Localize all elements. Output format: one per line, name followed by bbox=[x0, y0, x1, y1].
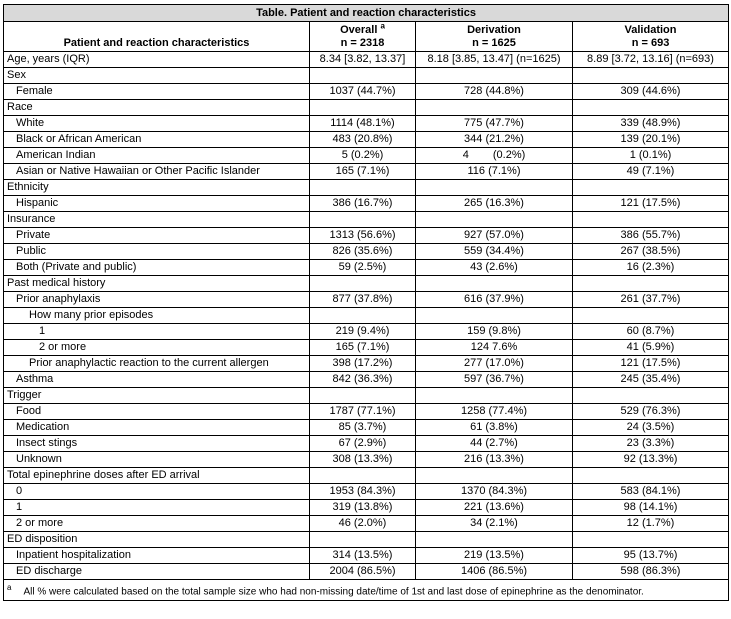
empty-cell bbox=[573, 532, 729, 548]
cell-overall: 59 (2.5%) bbox=[310, 260, 416, 276]
cell-overall: 165 (7.1%) bbox=[310, 340, 416, 356]
cell-validation: 245 (35.4%) bbox=[573, 372, 729, 388]
characteristics-table-wrapper bbox=[3, 4, 728, 601]
row-label: American Indian bbox=[4, 148, 310, 164]
cell-derivation: 559 (34.4%) bbox=[416, 244, 573, 260]
empty-cell bbox=[416, 212, 573, 228]
empty-cell bbox=[573, 68, 729, 84]
table-row bbox=[4, 516, 729, 532]
header-overall-n: n = 2318 bbox=[340, 37, 385, 49]
empty-cell bbox=[573, 308, 729, 324]
table-title-row bbox=[4, 5, 729, 22]
cell-derivation: 43 (2.6%) bbox=[416, 260, 573, 276]
cell-overall: 1787 (77.1%) bbox=[310, 404, 416, 420]
cell-derivation: 927 (57.0%) bbox=[416, 228, 573, 244]
cell-overall: 1313 (56.6%) bbox=[310, 228, 416, 244]
cell-validation: 267 (38.5%) bbox=[573, 244, 729, 260]
table-title: Table. Patient and reaction characteristics bbox=[4, 5, 729, 22]
cell-derivation: 116 (7.1%) bbox=[416, 164, 573, 180]
empty-cell bbox=[310, 388, 416, 404]
cell-validation: 60 (8.7%) bbox=[573, 324, 729, 340]
row-label: Female bbox=[4, 84, 310, 100]
row-label: Age, years (IQR) bbox=[4, 52, 310, 68]
row-label: Both (Private and public) bbox=[4, 260, 310, 276]
section-row bbox=[4, 468, 729, 484]
row-label: Inpatient hospitalization bbox=[4, 548, 310, 564]
empty-cell bbox=[573, 276, 729, 292]
section-row bbox=[4, 532, 729, 548]
footnote bbox=[4, 580, 729, 601]
cell-derivation-percent: (0.2%) bbox=[492, 149, 526, 161]
cell-overall: 842 (36.3%) bbox=[310, 372, 416, 388]
row-label: Hispanic bbox=[4, 196, 310, 212]
cell-validation: 121 (17.5%) bbox=[573, 196, 729, 212]
row-label: Insect stings bbox=[4, 436, 310, 452]
cell-derivation: 124 7.6% bbox=[416, 340, 573, 356]
section-label: Trigger bbox=[4, 388, 310, 404]
cell-validation: 598 (86.3%) bbox=[573, 564, 729, 580]
footnote-row bbox=[4, 580, 729, 601]
cell-overall: 1953 (84.3%) bbox=[310, 484, 416, 500]
cell-overall: 826 (35.6%) bbox=[310, 244, 416, 260]
row-label: Prior anaphylactic reaction to the current allergen bbox=[4, 356, 310, 372]
cell-validation: 339 (48.9%) bbox=[573, 116, 729, 132]
empty-cell bbox=[310, 100, 416, 116]
cell-overall: 46 (2.0%) bbox=[310, 516, 416, 532]
section-row bbox=[4, 388, 729, 404]
table-row bbox=[4, 132, 729, 148]
table-row bbox=[4, 260, 729, 276]
empty-cell bbox=[310, 468, 416, 484]
cell-validation: 386 (55.7%) bbox=[573, 228, 729, 244]
cell-overall: 5 (0.2%) bbox=[310, 148, 416, 164]
cell-validation: 1 (0.1%) bbox=[573, 148, 729, 164]
cell-derivation: 34 (2.1%) bbox=[416, 516, 573, 532]
empty-cell bbox=[573, 100, 729, 116]
cell-validation: 98 (14.1%) bbox=[573, 500, 729, 516]
cell-derivation: 277 (17.0%) bbox=[416, 356, 573, 372]
characteristics-table bbox=[3, 4, 729, 601]
row-label: Food bbox=[4, 404, 310, 420]
section-label: Ethnicity bbox=[4, 180, 310, 196]
empty-cell bbox=[310, 532, 416, 548]
cell-overall: 386 (16.7%) bbox=[310, 196, 416, 212]
cell-derivation: 265 (16.3%) bbox=[416, 196, 573, 212]
header-derivation-name: Derivation bbox=[467, 24, 521, 36]
table-row bbox=[4, 228, 729, 244]
cell-validation: 261 (37.7%) bbox=[573, 292, 729, 308]
cell-overall: 165 (7.1%) bbox=[310, 164, 416, 180]
empty-cell bbox=[310, 276, 416, 292]
cell-derivation: 159 (9.8%) bbox=[416, 324, 573, 340]
cell-overall: 85 (3.7%) bbox=[310, 420, 416, 436]
section-label: Insurance bbox=[4, 212, 310, 228]
section-row bbox=[4, 212, 729, 228]
table-row bbox=[4, 340, 729, 356]
cell-validation: 49 (7.1%) bbox=[573, 164, 729, 180]
row-label: 2 or more bbox=[4, 340, 310, 356]
cell-derivation: 216 (13.3%) bbox=[416, 452, 573, 468]
row-label: 1 bbox=[4, 500, 310, 516]
cell-derivation: 728 (44.8%) bbox=[416, 84, 573, 100]
empty-cell bbox=[310, 212, 416, 228]
header-validation-n: n = 693 bbox=[631, 37, 670, 49]
empty-cell bbox=[416, 388, 573, 404]
cell-overall: 483 (20.8%) bbox=[310, 132, 416, 148]
cell-overall: 314 (13.5%) bbox=[310, 548, 416, 564]
table-row bbox=[4, 52, 729, 68]
section-label: ED disposition bbox=[4, 532, 310, 548]
header-row-label: Patient and reaction characteristics bbox=[4, 22, 310, 52]
cell-overall: 308 (13.3%) bbox=[310, 452, 416, 468]
section-row bbox=[4, 68, 729, 84]
table-row bbox=[4, 452, 729, 468]
empty-cell bbox=[416, 532, 573, 548]
section-label: Total epinephrine doses after ED arrival bbox=[4, 468, 310, 484]
cell-derivation: 44 (2.7%) bbox=[416, 436, 573, 452]
cell-validation: 583 (84.1%) bbox=[573, 484, 729, 500]
empty-cell bbox=[573, 180, 729, 196]
row-label: Public bbox=[4, 244, 310, 260]
row-label: Black or African American bbox=[4, 132, 310, 148]
section-row bbox=[4, 100, 729, 116]
header-validation-name: Validation bbox=[624, 24, 677, 36]
row-label: ED discharge bbox=[4, 564, 310, 580]
header-derivation bbox=[416, 22, 573, 52]
row-label: Private bbox=[4, 228, 310, 244]
cell-validation: 12 (1.7%) bbox=[573, 516, 729, 532]
cell-derivation bbox=[416, 148, 573, 164]
cell-derivation: 219 (13.5%) bbox=[416, 548, 573, 564]
table-row bbox=[4, 356, 729, 372]
cell-validation: 41 (5.9%) bbox=[573, 340, 729, 356]
header-validation bbox=[573, 22, 729, 52]
cell-overall: 319 (13.8%) bbox=[310, 500, 416, 516]
table-row bbox=[4, 164, 729, 180]
cell-validation: 92 (13.3%) bbox=[573, 452, 729, 468]
subsection-label: How many prior episodes bbox=[4, 308, 310, 324]
row-label: Asian or Native Hawaiian or Other Pacific Islander bbox=[4, 164, 310, 180]
table-row bbox=[4, 324, 729, 340]
row-label: Prior anaphylaxis bbox=[4, 292, 310, 308]
header-derivation-n: n = 1625 bbox=[472, 37, 516, 49]
cell-derivation-count: 4 bbox=[462, 149, 469, 161]
row-label: Medication bbox=[4, 420, 310, 436]
cell-overall: 1114 (48.1%) bbox=[310, 116, 416, 132]
cell-overall: 67 (2.9%) bbox=[310, 436, 416, 452]
cell-validation: 309 (44.6%) bbox=[573, 84, 729, 100]
empty-cell bbox=[310, 180, 416, 196]
empty-cell bbox=[416, 308, 573, 324]
cell-derivation: 616 (37.9%) bbox=[416, 292, 573, 308]
table-row bbox=[4, 84, 729, 100]
cell-validation: 24 (3.5%) bbox=[573, 420, 729, 436]
cell-overall: 219 (9.4%) bbox=[310, 324, 416, 340]
empty-cell bbox=[416, 68, 573, 84]
footnote-text: All % were calculated based on the total sample size who had non-missing date/time of 1st and last dose of epinephrine as the denominator. bbox=[23, 586, 644, 598]
table-row bbox=[4, 548, 729, 564]
cell-validation: 139 (20.1%) bbox=[573, 132, 729, 148]
footnote-marker: a bbox=[7, 583, 12, 592]
section-row bbox=[4, 180, 729, 196]
table-row bbox=[4, 372, 729, 388]
cell-derivation: 221 (13.6%) bbox=[416, 500, 573, 516]
cell-overall: 2004 (86.5%) bbox=[310, 564, 416, 580]
cell-validation: 529 (76.3%) bbox=[573, 404, 729, 420]
table-row bbox=[4, 116, 729, 132]
row-label: Asthma bbox=[4, 372, 310, 388]
empty-cell bbox=[416, 100, 573, 116]
table-row bbox=[4, 404, 729, 420]
table-row bbox=[4, 420, 729, 436]
cell-derivation: 8.18 [3.85, 13.47] (n=1625) bbox=[416, 52, 573, 68]
row-label: White bbox=[4, 116, 310, 132]
section-label: Past medical history bbox=[4, 276, 310, 292]
cell-derivation: 775 (47.7%) bbox=[416, 116, 573, 132]
table-row bbox=[4, 244, 729, 260]
row-label: 2 or more bbox=[4, 516, 310, 532]
cell-derivation: 597 (36.7%) bbox=[416, 372, 573, 388]
row-label: Unknown bbox=[4, 452, 310, 468]
cell-overall: 8.34 [3.82, 13.37] bbox=[310, 52, 416, 68]
empty-cell bbox=[416, 180, 573, 196]
empty-cell bbox=[573, 468, 729, 484]
cell-validation: 95 (13.7%) bbox=[573, 548, 729, 564]
empty-cell bbox=[416, 468, 573, 484]
table-row bbox=[4, 148, 729, 164]
table-row bbox=[4, 436, 729, 452]
cell-validation: 23 (3.3%) bbox=[573, 436, 729, 452]
cell-overall: 398 (17.2%) bbox=[310, 356, 416, 372]
cell-derivation: 344 (21.2%) bbox=[416, 132, 573, 148]
table-row bbox=[4, 292, 729, 308]
table-row bbox=[4, 484, 729, 500]
header-overall-superscript: a bbox=[380, 21, 385, 31]
subsection-row bbox=[4, 308, 729, 324]
cell-derivation: 1258 (77.4%) bbox=[416, 404, 573, 420]
empty-cell bbox=[310, 308, 416, 324]
empty-cell bbox=[310, 68, 416, 84]
header-overall-name: Overall bbox=[340, 24, 378, 36]
table-row bbox=[4, 564, 729, 580]
empty-cell bbox=[416, 276, 573, 292]
header-overall bbox=[310, 22, 416, 52]
table-header-row bbox=[4, 22, 729, 52]
empty-cell bbox=[573, 212, 729, 228]
cell-derivation: 61 (3.8%) bbox=[416, 420, 573, 436]
row-label: 1 bbox=[4, 324, 310, 340]
section-label: Race bbox=[4, 100, 310, 116]
cell-validation: 8.89 [3.72, 13.16] (n=693) bbox=[573, 52, 729, 68]
row-label: 0 bbox=[4, 484, 310, 500]
table-row bbox=[4, 500, 729, 516]
cell-derivation: 1370 (84.3%) bbox=[416, 484, 573, 500]
cell-overall: 877 (37.8%) bbox=[310, 292, 416, 308]
cell-derivation: 1406 (86.5%) bbox=[416, 564, 573, 580]
section-row bbox=[4, 276, 729, 292]
cell-validation: 16 (2.3%) bbox=[573, 260, 729, 276]
cell-validation: 121 (17.5%) bbox=[573, 356, 729, 372]
section-label: Sex bbox=[4, 68, 310, 84]
table-row bbox=[4, 196, 729, 212]
cell-overall: 1037 (44.7%) bbox=[310, 84, 416, 100]
empty-cell bbox=[573, 388, 729, 404]
